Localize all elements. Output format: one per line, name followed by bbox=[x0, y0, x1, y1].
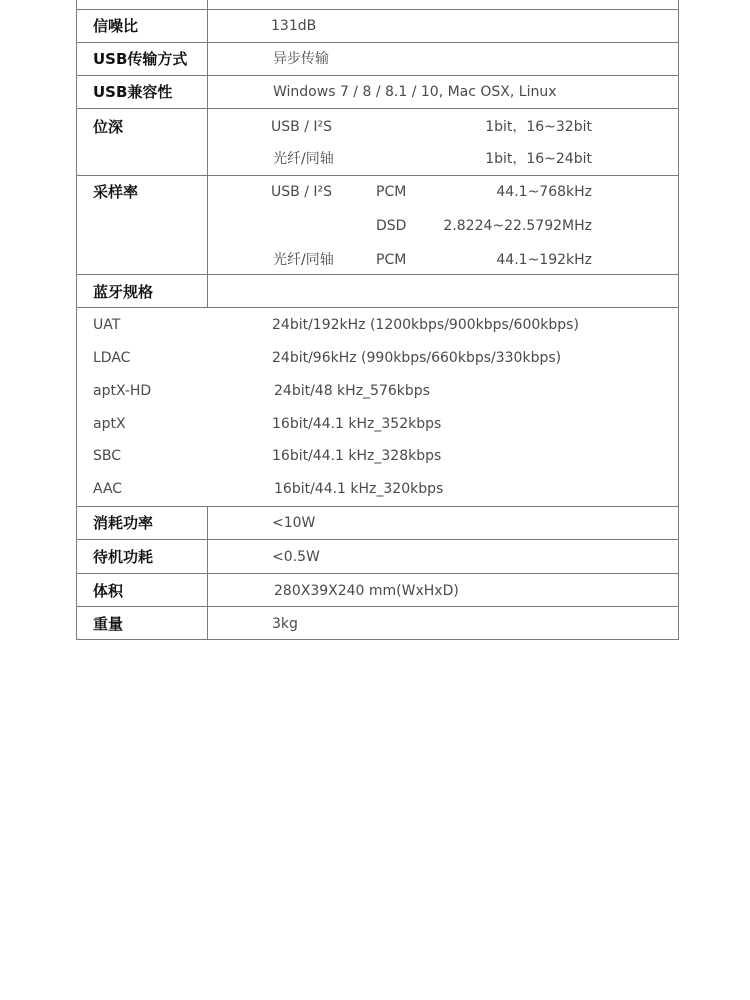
bit-depth-input: 光纤/同轴 bbox=[273, 151, 334, 167]
bit-depth-value: 1bit，16~24bit bbox=[485, 151, 592, 167]
spec-table bbox=[76, 0, 679, 640]
row-divider bbox=[77, 9, 678, 10]
bluetooth-label: 蓝牙规格 bbox=[93, 283, 154, 301]
sample-rate-input: 光纤/同轴 bbox=[273, 252, 334, 268]
codec-name: AAC bbox=[93, 481, 123, 497]
row-divider bbox=[77, 506, 678, 507]
row-divider bbox=[77, 42, 678, 43]
row-divider bbox=[77, 307, 678, 308]
codec-name: UAT bbox=[93, 317, 121, 333]
bit-depth-value: 1bit，16~32bit bbox=[485, 119, 592, 135]
snr-value: 131dB bbox=[271, 18, 317, 34]
sample-rate-value: 44.1~768kHz bbox=[496, 184, 592, 200]
codec-name: aptX bbox=[93, 416, 126, 432]
row-divider bbox=[77, 573, 678, 574]
weight-value: 3kg bbox=[272, 616, 298, 632]
codec-value: 16bit/44.1 kHz_320kbps bbox=[274, 481, 444, 497]
volume-label: 体积 bbox=[93, 582, 124, 600]
sample-rate-format: DSD bbox=[376, 218, 407, 234]
usb-transfer-value: 异步传输 bbox=[273, 51, 329, 67]
bit-depth-input: USB / I²S bbox=[271, 119, 332, 135]
column-divider bbox=[207, 506, 208, 639]
usb-compat-label: USB兼容性 bbox=[93, 83, 173, 101]
snr-label: 信噪比 bbox=[93, 17, 139, 35]
standby-label: 待机功耗 bbox=[93, 548, 154, 566]
codec-name: SBC bbox=[93, 448, 122, 464]
codec-value: 24bit/48 kHz_576kbps bbox=[274, 383, 430, 399]
usb-transfer-label: USB传输方式 bbox=[93, 50, 188, 68]
volume-value: 280X39X240 mm(WxHxD) bbox=[274, 583, 459, 599]
codec-value: 16bit/44.1 kHz_328kbps bbox=[272, 448, 442, 464]
weight-label: 重量 bbox=[93, 615, 124, 633]
codec-value: 24bit/96kHz (990kbps/660kbps/330kbps) bbox=[272, 350, 562, 366]
sample-rate-input: USB / I²S bbox=[271, 184, 332, 200]
usb-compat-value: Windows 7 / 8 / 8.1 / 10, Mac OSX, Linux bbox=[273, 84, 557, 100]
sample-rate-format: PCM bbox=[376, 252, 407, 268]
codec-name: aptX-HD bbox=[93, 383, 152, 399]
power-value: <10W bbox=[272, 515, 316, 531]
row-divider bbox=[77, 606, 678, 607]
codec-value: 16bit/44.1 kHz_352kbps bbox=[272, 416, 442, 432]
row-divider bbox=[77, 75, 678, 76]
bit-depth-label: 位深 bbox=[93, 118, 124, 136]
power-label: 消耗功率 bbox=[93, 514, 154, 532]
sample-rate-format: PCM bbox=[376, 184, 407, 200]
row-divider bbox=[77, 175, 678, 176]
codec-name: LDAC bbox=[93, 350, 131, 366]
sample-rate-label: 采样率 bbox=[93, 183, 139, 201]
row-divider bbox=[77, 539, 678, 540]
standby-value: <0.5W bbox=[272, 549, 320, 565]
codec-value: 24bit/192kHz (1200kbps/900kbps/600kbps) bbox=[272, 317, 579, 333]
column-divider bbox=[207, 0, 208, 307]
sample-rate-value: 2.8224~22.5792MHz bbox=[443, 218, 592, 234]
row-divider bbox=[77, 274, 678, 275]
row-divider bbox=[77, 108, 678, 109]
sample-rate-value: 44.1~192kHz bbox=[496, 252, 592, 268]
